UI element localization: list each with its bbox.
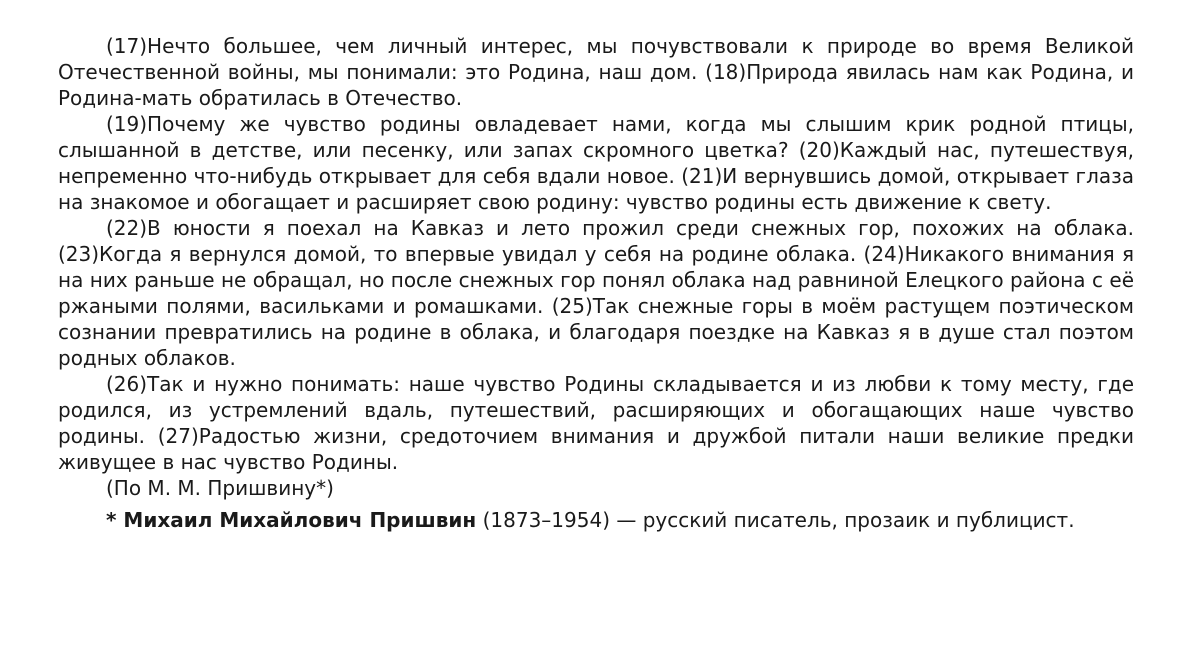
source-attribution: (По М. М. Пришвину*): [106, 476, 334, 500]
footnote-author-name: Михаил Михайлович Пришвин: [123, 508, 477, 532]
footnote-description: (1873–1954) — русский писатель, прозаик и публицист.: [476, 508, 1075, 532]
paragraph-22-25: (22)В юности я поехал на Кавказ и лето прожил среди снежных гор, похожих на облака. (23)Когда я вернулся домой, то впервые увидал у себя на родине облака. (24)Никакого внимания я на них раньше не обращал, но после снежных гор понял облака над равниной Елецкого района с её ржаными полями, васильками и ромашками. (25)Так снежные горы в моём растущем поэтическом сознании превратились на родине в облака, и благодаря поездке на Кавказ я в душе стал поэтом родных облаков.: [58, 216, 1134, 370]
document-body: [58, 33, 1134, 533]
paragraph-17-18: (17)Нечто большее, чем личный интерес, мы почувствовали к природе во время Великой Отечественной войны, мы понимали: это Родина, наш дом. (18)Природа явилась нам как Родина, и Родина-мать обратилась в Отечество.: [58, 34, 1134, 110]
author-footnote: [58, 507, 1134, 533]
paragraph-19-21: (19)Почему же чувство родины овладевает нами, когда мы слышим крик родной птицы, слышанной в детстве, или песенку, или запах скромного цветка? (20)Каждый нас, путешествуя, непременно что-нибудь открывает для себя вдали новое. (21)И вернувшись домой, открывает глаза на знакомое и обогащает и расширяет свою родину: чувство родины есть движение к свету.: [58, 112, 1134, 214]
paragraph-26-27: (26)Так и нужно понимать: наше чувство Родины складывается и из любви к тому месту, где родился, из устремлений вдаль, путешествий, расширяющих и обогащающих наше чувство родины. (27)Радостью жизни, средоточием внимания и дружбой питали наши великие предки живущее в нас чувство Родины.: [58, 372, 1134, 474]
footnote-marker: *: [106, 508, 124, 532]
